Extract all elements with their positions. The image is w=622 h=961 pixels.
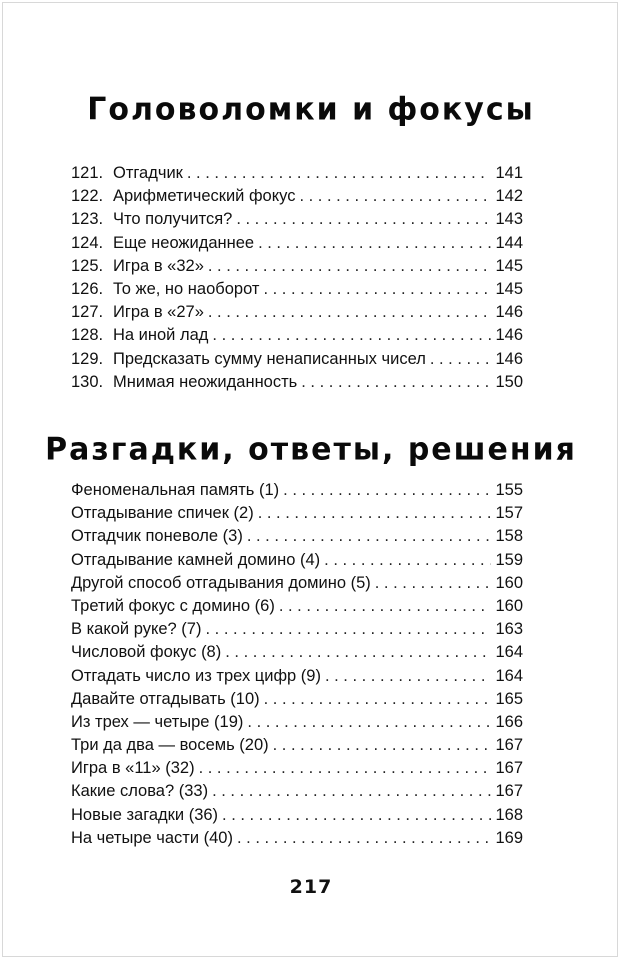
toc-entry-number: 124. <box>71 233 104 252</box>
toc-entry-title: Игра в «27» <box>113 303 204 322</box>
toc-entry-title: Третий фокус с домино (6) <box>71 596 275 615</box>
toc-entry-page: 164 <box>495 643 523 662</box>
toc-entry-title: Новые загадки (36) <box>71 805 219 824</box>
dot-leader <box>430 350 491 369</box>
dot-leader <box>247 527 491 546</box>
dot-leader <box>263 280 491 299</box>
toc-entry[interactable] <box>71 597 523 620</box>
toc-entry-page: 155 <box>495 481 523 499</box>
toc-entry-number: 126. <box>71 279 104 298</box>
toc-entry-page: 145 <box>495 256 523 275</box>
toc-entry-page: 167 <box>495 736 523 755</box>
dot-leader <box>273 736 491 755</box>
toc-entry-title: Отгадчик поневоле (3) <box>71 527 243 546</box>
toc-entry[interactable] <box>71 481 523 504</box>
toc-entry-title: Отгадывание спичек (2) <box>71 504 254 523</box>
toc-entry-number: 122. <box>71 187 104 206</box>
toc-entry[interactable] <box>71 504 523 527</box>
dot-leader <box>208 303 491 322</box>
section-title-answers: Разгадки, ответы, решения <box>45 431 577 468</box>
dot-leader <box>299 187 491 206</box>
toc-entry-page: 142 <box>495 187 523 206</box>
toc-entry[interactable] <box>71 806 523 829</box>
toc-entry-page: 144 <box>495 233 523 252</box>
toc-entry-page: 145 <box>495 279 523 298</box>
toc-entry-title: Из трех — четыре (19) <box>71 712 244 731</box>
dot-leader <box>212 782 491 801</box>
toc-entry-title: Мнимая неожиданность <box>113 372 298 391</box>
toc-entry[interactable] <box>71 620 523 643</box>
toc-entry-title: Числовой фокус (8) <box>71 643 222 662</box>
dot-leader <box>187 164 491 183</box>
toc-entry-page: 146 <box>495 303 523 322</box>
toc-entry[interactable] <box>71 373 523 396</box>
dot-leader <box>258 504 491 523</box>
dot-leader <box>325 667 491 686</box>
toc-entry-title: Какие слова? (33) <box>71 782 209 801</box>
toc-entry[interactable] <box>71 303 523 326</box>
toc-entry-page: 168 <box>495 805 523 824</box>
toc-entry-title: Отгадать число из трех цифр (9) <box>71 666 321 685</box>
toc-entry[interactable] <box>71 280 523 303</box>
dot-leader <box>324 551 491 570</box>
dot-leader <box>208 257 491 276</box>
toc-entry-page: 150 <box>495 372 523 391</box>
toc-entry-page: 160 <box>495 573 523 592</box>
toc-entry-title: В какой руке? (7) <box>71 620 202 639</box>
toc-entry[interactable] <box>71 736 523 759</box>
toc-entry[interactable] <box>71 527 523 550</box>
toc-entry-number: 128. <box>71 326 104 345</box>
toc-entry-title: Что получится? <box>113 210 233 229</box>
toc-entry-title: На иной лад <box>113 326 209 345</box>
dot-leader <box>199 759 491 778</box>
toc-entry-page: 159 <box>495 550 523 569</box>
toc-entry[interactable] <box>71 210 523 233</box>
toc-entry-page: 143 <box>495 210 523 229</box>
toc-entry-title: Игра в «11» (32) <box>71 759 195 778</box>
toc-entry[interactable] <box>71 829 523 852</box>
toc-entry-title: Феноменальная память (1) <box>71 481 280 499</box>
toc-entry-number: 121. <box>71 164 104 182</box>
toc-entry-title: Отгадывание камней домино (4) <box>71 550 321 569</box>
toc-list-puzzles <box>71 164 523 396</box>
toc-entry-page: 167 <box>495 782 523 801</box>
toc-entry[interactable] <box>71 643 523 666</box>
toc-entry-title: Отгадчик <box>113 164 183 182</box>
toc-entry[interactable] <box>71 713 523 736</box>
dot-leader <box>212 326 491 345</box>
toc-entry-page: 160 <box>495 596 523 615</box>
toc-entry[interactable] <box>71 667 523 690</box>
toc-entry-title: Предсказать сумму ненаписанных чисел <box>113 349 426 368</box>
toc-entry[interactable] <box>71 234 523 257</box>
toc-entry-number: 129. <box>71 349 104 368</box>
toc-entry-title: Давайте отгадывать (10) <box>71 689 260 708</box>
dot-leader <box>205 620 491 639</box>
dot-leader <box>301 373 491 392</box>
toc-entry-title: На четыре части (40) <box>71 828 233 847</box>
toc-entry-title: Еще неожиданнее <box>113 233 255 252</box>
toc-entry-title: Арифметический фокус <box>113 187 296 206</box>
dot-leader <box>258 234 491 253</box>
toc-list-answers <box>71 481 523 852</box>
dot-leader <box>283 481 491 500</box>
dot-leader <box>222 806 491 825</box>
dot-leader <box>225 643 491 662</box>
toc-entry[interactable] <box>71 551 523 574</box>
toc-entry-title: Другой способ отгадывания домино (5) <box>71 573 371 592</box>
dot-leader <box>264 690 491 709</box>
toc-entry-title: Игра в «32» <box>113 256 204 275</box>
toc-entry-page: 166 <box>495 712 523 731</box>
dot-leader <box>247 713 491 732</box>
toc-entry-page: 164 <box>495 666 523 685</box>
toc-entry-page: 169 <box>495 828 523 847</box>
toc-entry-number: 125. <box>71 256 104 275</box>
dot-leader <box>236 210 491 229</box>
toc-entry[interactable] <box>71 782 523 805</box>
toc-entry-title: То же, но наоборот <box>113 279 260 298</box>
toc-entry-page: 163 <box>495 620 523 639</box>
toc-entry-number: 127. <box>71 303 104 322</box>
toc-entry[interactable] <box>71 326 523 349</box>
toc-entry-page: 146 <box>495 326 523 345</box>
toc-entry-page: 146 <box>495 349 523 368</box>
toc-entry-page: 167 <box>495 759 523 778</box>
toc-entry-page: 157 <box>495 504 523 523</box>
toc-entry[interactable] <box>71 574 523 597</box>
toc-entry[interactable] <box>71 350 523 373</box>
section-title-puzzles: Головоломки и фокусы <box>87 91 535 128</box>
toc-entry[interactable] <box>71 759 523 782</box>
page-number: 217 <box>289 876 333 898</box>
dot-leader <box>279 597 491 616</box>
toc-entry[interactable] <box>71 164 523 187</box>
toc-entry-page: 141 <box>495 164 523 182</box>
toc-entry-page: 158 <box>495 527 523 546</box>
toc-entry-title: Три да два — восемь (20) <box>71 736 269 755</box>
toc-entry[interactable] <box>71 257 523 280</box>
toc-entry-number: 123. <box>71 210 104 229</box>
toc-entry-number: 130. <box>71 372 104 391</box>
toc-entry[interactable] <box>71 187 523 210</box>
toc-entry-page: 165 <box>495 689 523 708</box>
dot-leader <box>375 574 491 593</box>
dot-leader <box>237 829 491 848</box>
toc-entry[interactable] <box>71 690 523 713</box>
